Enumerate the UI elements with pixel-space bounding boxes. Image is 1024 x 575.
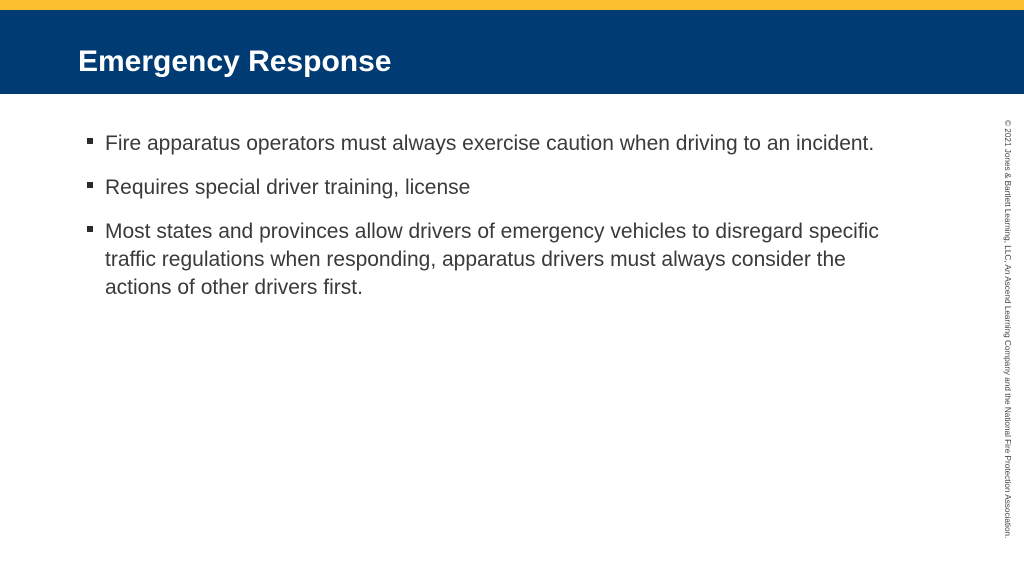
title-bar bbox=[0, 10, 1024, 94]
bullet-text: Fire apparatus operators must always exercise caution when driving to an incident. bbox=[105, 132, 875, 155]
accent-stripe bbox=[0, 0, 1024, 10]
bullet-text: Requires special driver training, license bbox=[105, 176, 471, 199]
bullet-text: Most states and provinces allow drivers of emergency vehicles to disregard specific traffic regulations when responding, apparatus drivers must always consider the actions of other drivers first. bbox=[105, 220, 879, 299]
bullet-item bbox=[86, 130, 906, 158]
bullet-item bbox=[86, 218, 906, 302]
bullet-list bbox=[86, 130, 906, 318]
copyright-notice: © 2021 Jones & Bartlett Learning, LLC, An Ascend Learning Company and the National Fire Protection Association. bbox=[1003, 120, 1012, 539]
slide-title: Emergency Response bbox=[78, 45, 392, 78]
bullet-item bbox=[86, 174, 906, 202]
square-bullet-icon bbox=[87, 138, 93, 144]
square-bullet-icon bbox=[87, 182, 93, 188]
square-bullet-icon bbox=[87, 226, 93, 232]
